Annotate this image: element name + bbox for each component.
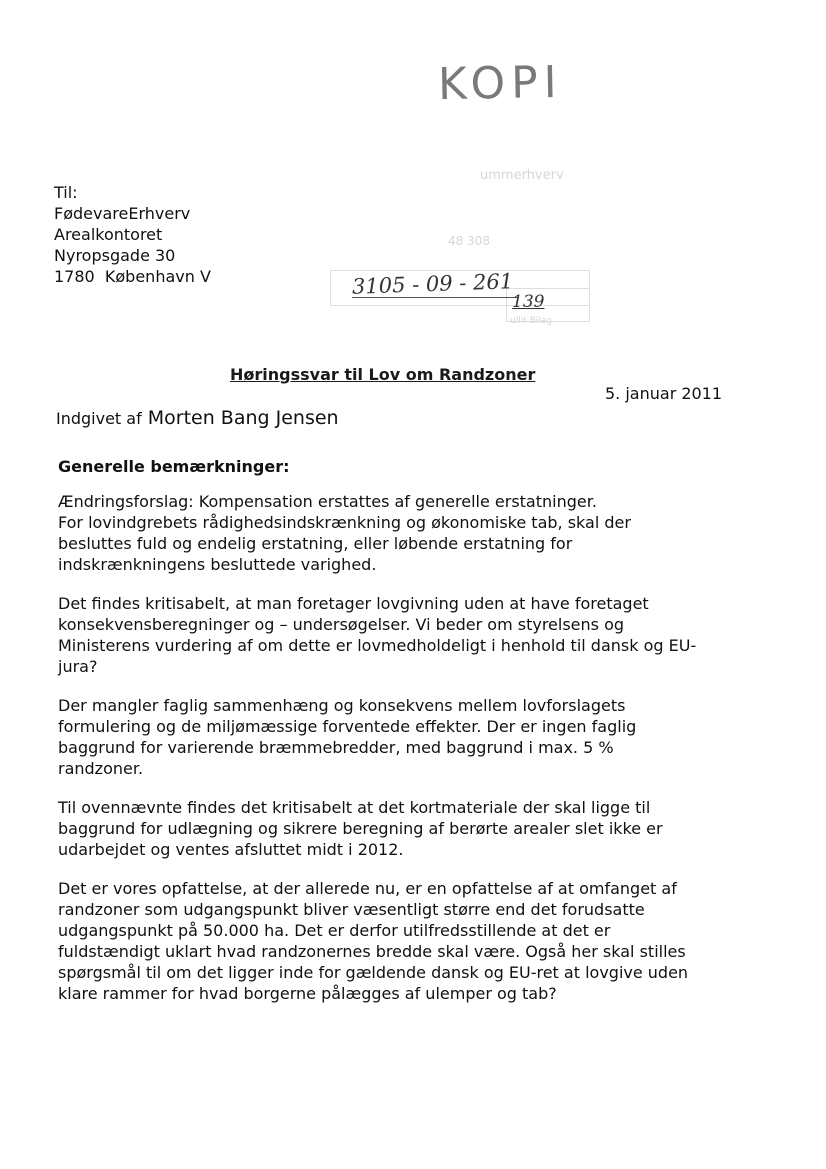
paragraph-line: udarbejdet og ventes afsluttet midt i 2012. — [58, 840, 404, 859]
handwritten-journal-number: 3105 - 09 - 261 — [351, 269, 514, 299]
recipient-address — [54, 182, 211, 287]
faint-stamp-line3: ullit Bilag — [510, 316, 552, 326]
paragraph-line: For lovindgrebets rådighedsindskrænkning og økonomiske tab, skal der — [58, 513, 631, 532]
submitted-by — [56, 407, 339, 429]
paragraph-line: formulering og de miljømæssige forventede effekter. Der er ingen faglig — [58, 717, 637, 736]
paragraph-line: spørgsmål til om det ligger inde for gældende dansk og EU-ret at lovgive uden — [58, 963, 689, 982]
recipient-line: Nyropsgade 30 — [54, 246, 176, 265]
paragraph-line: Ministerens vurdering af om dette er lovmedholdeligt i henhold til dansk og EU- — [58, 636, 697, 655]
recipient-label: Til: — [54, 183, 78, 202]
paragraph-line: Til ovennævnte findes det kritisabelt at det kortmateriale der skal ligge til — [58, 798, 651, 817]
paragraph-line: baggrund for varierende bræmmebredder, med baggrund i max. 5 % — [58, 738, 614, 757]
paragraph-line: konsekvensberegninger og – undersøgelser. Vi beder om styrelsens og — [58, 615, 625, 634]
paragraph-line: fuldstændigt uklart hvad randzonernes bredde skal være. Også her skal stilles — [58, 942, 686, 961]
faint-stamp-line1: ummerhverv — [480, 168, 564, 183]
submitter-name: Morten Bang Jensen — [147, 407, 339, 429]
paragraph — [58, 491, 748, 575]
faint-stamp-line2: 48 308 — [448, 234, 490, 248]
document-date: 5. januar 2011 — [605, 384, 723, 403]
paragraph — [58, 695, 748, 779]
paragraph-line: Der mangler faglig sammenhæng og konsekvens mellem lovforslagets — [58, 696, 626, 715]
paragraph-line: klare rammer for hvad borgerne pålægges af ulemper og tab? — [58, 984, 557, 1003]
recipient-line: 1780 København V — [54, 267, 211, 286]
recipient-line: FødevareErhverv — [54, 204, 191, 223]
paragraph-line: baggrund for udlægning og sikrere beregning af berørte arealer slet ikke er — [58, 819, 663, 838]
paragraph-line: randzoner. — [58, 759, 144, 778]
paragraph-line: jura? — [58, 657, 98, 676]
journal-underline — [352, 297, 518, 298]
handwritten-journal-sub: 139 — [512, 292, 545, 312]
recipient-line: Arealkontoret — [54, 225, 163, 244]
document-title: Høringssvar til Lov om Randzoner — [230, 365, 536, 384]
paragraph-line: indskrænkningens besluttede varighed. — [58, 555, 377, 574]
faint-reception-stamp — [330, 160, 600, 335]
section-heading: Generelle bemærkninger: — [58, 457, 290, 476]
submitted-by-label: Indgivet af — [56, 409, 142, 428]
paragraph — [58, 593, 748, 677]
paragraph-line: Det er vores opfattelse, at der allerede nu, er en opfattelse af at omfanget af — [58, 879, 677, 898]
paragraph-line: Det findes kritisabelt, at man foretager lovgivning uden at have foretaget — [58, 594, 649, 613]
paragraph-line: Ændringsforslag: Kompensation erstattes af generelle erstatninger. — [58, 492, 597, 511]
kopi-stamp: KOPI — [437, 56, 564, 111]
paragraph — [58, 878, 748, 1004]
paragraph-line: randzoner som udgangspunkt bliver væsentligt større end det forudsatte — [58, 900, 645, 919]
paragraph — [58, 797, 748, 860]
paragraph-line: udgangspunkt på 50.000 ha. Det er derfor utilfredsstillende at det er — [58, 921, 611, 940]
paragraph-line: besluttes fuld og endelig erstatning, eller løbende erstatning for — [58, 534, 573, 553]
